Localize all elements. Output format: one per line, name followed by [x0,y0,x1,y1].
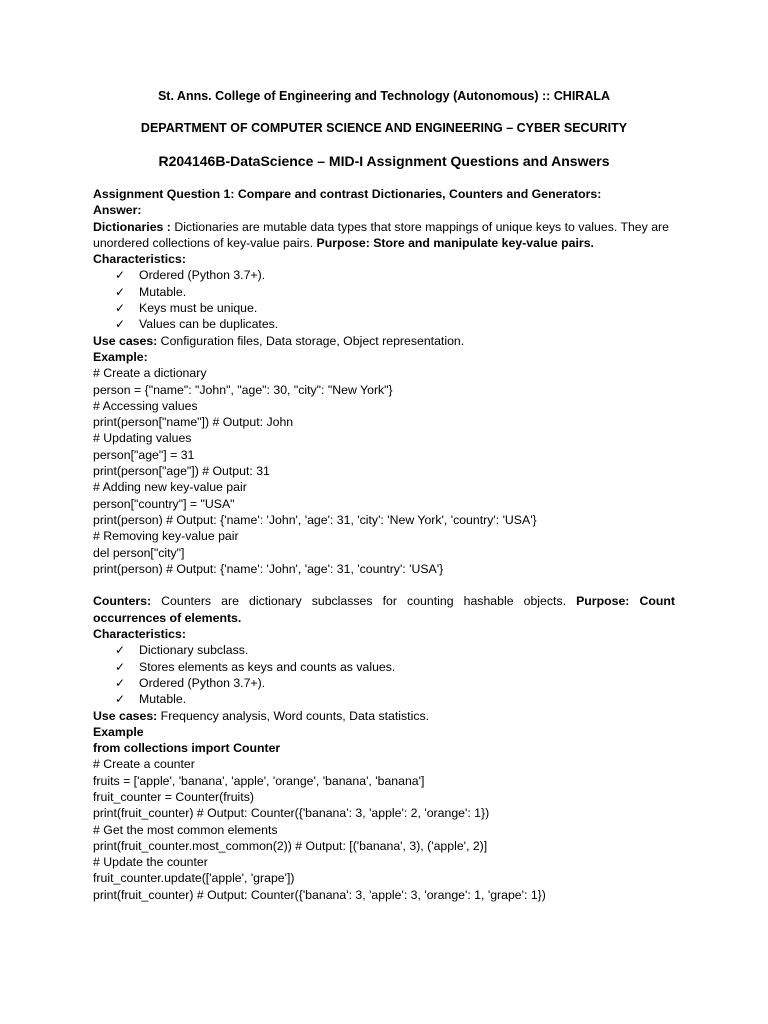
code-line: print(person) # Output: {'name': 'John', 'age': 31, 'city': 'New York', 'country': 'USA'} [93,512,537,527]
code-line: person = {"name": "John", "age": 30, "city": "New York"} [93,382,393,397]
dictionaries-use-cases [93,333,675,349]
dictionaries-term: Dictionaries : [93,219,171,234]
code-line: # Adding new key-value pair [93,480,247,495]
code-line: del person["city"] [93,545,185,560]
characteristic-text: Mutable. [139,692,187,707]
characteristic-text: Stores elements as keys and counts as values. [139,659,396,674]
code-line: print(person["age"]) # Output: 31 [93,464,270,479]
code-line: # Accessing values [93,398,198,413]
characteristic-text: Values can be duplicates. [139,317,279,332]
counters-characteristics-label: Characteristics: [93,627,186,642]
characteristic-item [93,300,675,316]
code-line: print(person["name"]) # Output: John [93,415,294,430]
characteristic-text: Dictionary subclass. [139,643,249,658]
counters-import-line: from collections import Counter [93,741,281,756]
code-line: # Updating values [93,431,192,446]
dictionaries-description: Dictionaries are mutable data types that store mappings of unique keys to values. They are unordered collections of key-value pairs. [93,219,669,250]
counters-characteristics-list [93,642,675,707]
dictionaries-paragraph [93,219,675,252]
section-spacer [93,577,675,593]
code-line: fruit_counter = Counter(fruits) [93,789,254,804]
dictionaries-characteristics-label: Characteristics: [93,252,186,267]
check-mark-icon: ✓ [115,692,126,707]
dictionaries-use-cases-text: Configuration files, Data storage, Object representation. [157,333,465,348]
characteristic-text: Ordered (Python 3.7+). [139,675,266,690]
dictionaries-characteristics-list [93,267,675,332]
characteristic-item [93,675,675,691]
characteristic-item [93,284,675,300]
course-title: R204146B-DataScience – MID-I Assignment Questions and Answers [158,153,610,169]
counters-code-block [93,756,675,903]
code-line: print(fruit_counter) # Output: Counter({'banana': 3, 'apple': 3, 'orange': 1, 'grape': 1}) [93,887,546,902]
counters-use-cases-text: Frequency analysis, Word counts, Data statistics. [157,708,430,723]
code-line: person["country"] = "USA" [93,496,235,511]
dictionaries-code-block [93,365,675,577]
code-line: person["age"] = 31 [93,447,195,462]
code-line: fruits = ['apple', 'banana', 'apple', 'orange', 'banana', 'banana'] [93,773,425,788]
check-mark-icon: ✓ [115,317,126,332]
characteristic-text: Keys must be unique. [139,301,258,316]
check-mark-icon: ✓ [115,659,126,674]
characteristic-item [93,642,675,658]
code-line: # Update the counter [93,855,208,870]
college-title: St. Anns. College of Engineering and Technology (Autonomous) :: CHIRALA [157,89,611,103]
code-line: # Get the most common elements [93,822,278,837]
code-line: fruit_counter.update(['apple', 'grape']) [93,871,295,886]
counters-use-cases [93,708,675,724]
counters-term: Counters: [93,594,152,609]
characteristic-text: Ordered (Python 3.7+). [139,268,266,283]
characteristic-item [93,267,675,283]
counters-purpose: Purpose: Count occurrences of elements. [93,594,675,625]
document-body [93,186,675,903]
dictionaries-use-cases-label: Use cases: [93,333,158,348]
answer-label: Answer: [93,203,142,218]
code-line: print(person) # Output: {'name': 'John', 'age': 31, 'country': 'USA'} [93,561,444,576]
characteristic-item [93,659,675,675]
code-line: print(fruit_counter.most_common(2)) # Output: [('banana', 3), ('apple', 2)] [93,838,488,853]
dictionaries-purpose: Purpose: Store and manipulate key-value pairs. [316,235,594,250]
characteristic-text: Mutable. [139,284,187,299]
characteristic-item [93,316,675,332]
characteristic-item [93,691,675,707]
code-line: # Create a dictionary [93,366,207,381]
dictionaries-example-label: Example: [93,349,148,364]
code-line: # Create a counter [93,757,195,772]
department-title: DEPARTMENT OF COMPUTER SCIENCE AND ENGINEERING – CYBER SECURITY [140,121,628,135]
code-line: # Removing key-value pair [93,529,239,544]
code-line: print(fruit_counter) # Output: Counter({'banana': 3, 'apple': 2, 'orange': 1}) [93,806,490,821]
check-mark-icon: ✓ [115,643,126,658]
counters-use-cases-label: Use cases: [93,708,158,723]
question-heading: Assignment Question 1: Compare and contrast Dictionaries, Counters and Generators: [93,187,602,201]
check-mark-icon: ✓ [115,284,126,299]
check-mark-icon: ✓ [115,301,126,316]
counters-description: Counters are dictionary subclasses for counting hashable objects. [151,594,577,609]
counters-example-label: Example [93,724,144,739]
counters-paragraph [93,593,675,626]
check-mark-icon: ✓ [115,675,126,690]
check-mark-icon: ✓ [115,268,126,283]
